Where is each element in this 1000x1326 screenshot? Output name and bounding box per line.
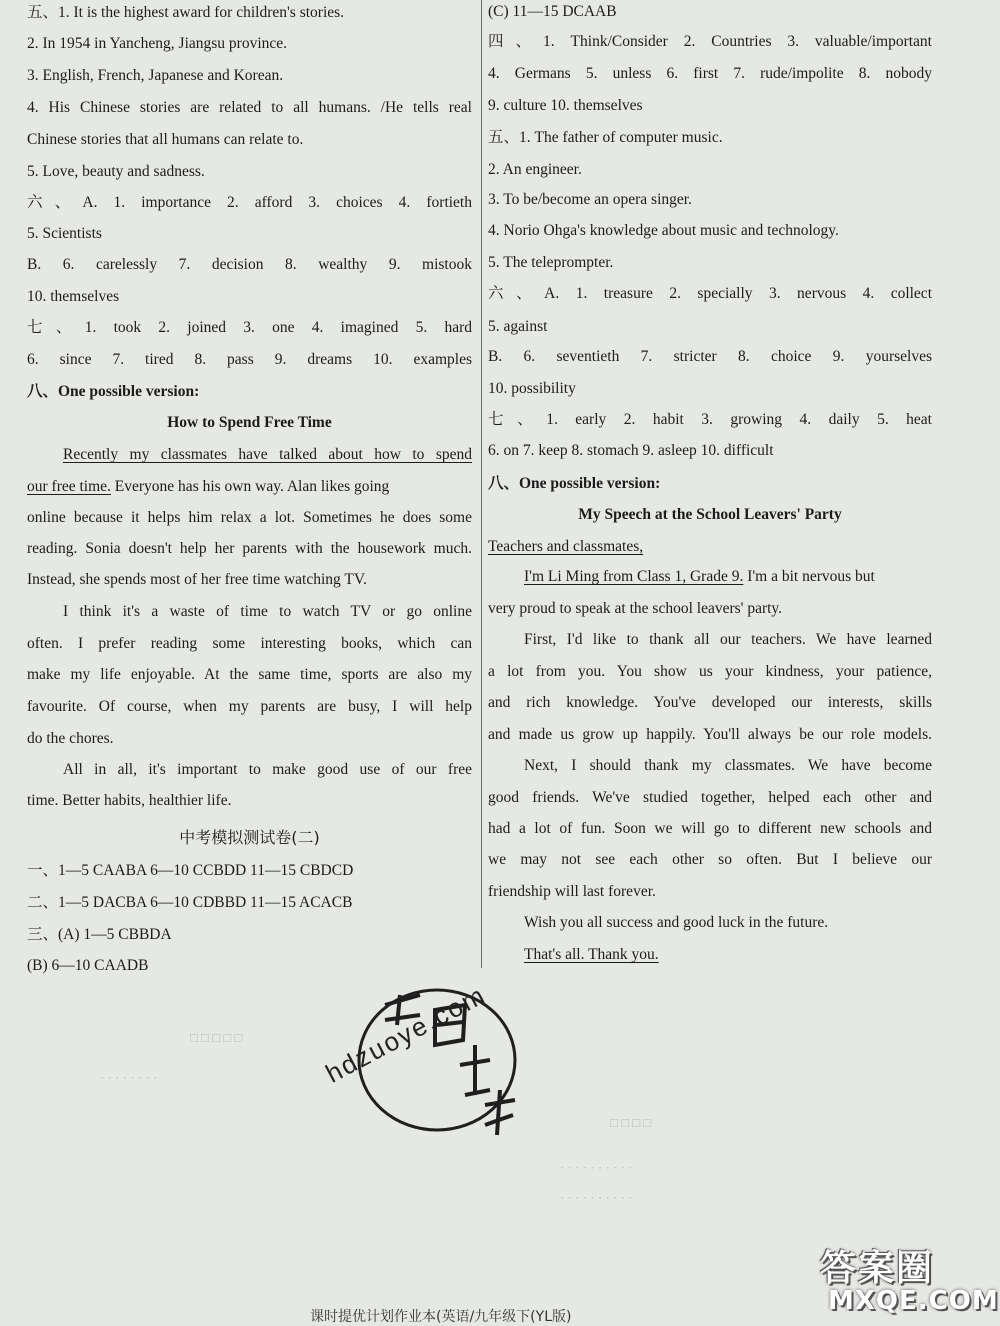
site-logo [820,1240,999,1320]
answer-line: 4. Norio Ohga's knowledge about music and technology. [488,222,839,239]
answer-line: 3. English, French, Japanese and Korean. [27,67,284,84]
answer-line: 五、1. The father of computer music. [488,129,723,146]
essay-line: often. I prefer reading some interesting books, which can [27,635,472,652]
essay-line: do the chores. [27,730,114,747]
answer-line: 六、A. 1. importance 2. afford 3. choices 4. fortieth [27,194,472,211]
essay-line: favourite. Of course, when my parents are busy, I will help [27,698,472,715]
speech-line [524,567,932,587]
speech-closing: That's all. Thank you. [524,946,659,963]
essay-line: online because it helps him relax a lot. Sometimes he does some [27,509,472,526]
speech-line [524,945,932,965]
answer-page: 五、1. It is the highest award for children's stories. 2. In 1954 in Yancheng, Jiangsu province. 3. English, French, Japanese and Korean. 4. His Chinese stories are related to all humans. /He tells real Chinese stories that all humans can relate to. 5. Love, beauty and sadness. 六、A. 1. importance 2. afford 3. choices 4. fortieth 5. Scientists B. 6. carelessly 7. decision 8. wealthy 9. mistook 10. themselves 七、1. took 2. joined 3. one 4. imagined 5. hard 6. since 7. tired 8. pass 9. dreams 10. examples 八、One possible version: How to Spend Free Time Recently my classmates have talked about how to spend our free time. Everyone has his own way. Alan likes going online because it helps him relax a lot. Sometimes he does some reading. Sonia doesn't help her parents with the housework much. Instead, she spends most of her free time watching TV. I think it's a waste of time to watch TV or go online often. I prefer reading some interesting books, which can make my life enjoyable. At the same time, sports are also my favourite. Of course, when my parents are busy, I will help do the chores. All in all, it's important to make good use of our free time. Better habits, healthier life. 中考模拟测试卷(二) 一、1—5 CAABA 6—10 CCBDD 11—15 CBDCD 二、1—5 DACBA 6—10 CDBBD 11—15 ACACB 三、(A) 1—5 CBBDA (B) 6—10 CAADB (C) 11—15 DCAAB 四、1. Think/Consider 2. Countries 3. valuable/important 4. Germans 5. unless 6. first 7. rude/impolite 8. nobody 9. culture 10. themselves 五、1. The father of computer music. 2. An engineer. 3. To be/become an opera singer. 4. Norio Ohga's knowledge about music and technology. 5. The teleprompter. 六、A. 1. treasure 2. specially 3. nervous 4. collect 5. against B. 6. seventieth 7. stricter 8. choice 9. yourselves 10. possibility 七、1. early 2. habit 3. growing 4. daily 5. heat 6. on 7. keep 8. stomach 9. asleep 10. difficult 八、One possible version: My Speech at the School Leavers' Party Teachers and classmates, I'm Li Ming from Class 1, Grade 9. I'm a bit nervous but very proud to speak at the school leavers' party. First, I'd like to thank all our teachers. We have learned a lot from you. You show us your kindness, your patience, and rich knowledge. You've developed our interests, skills and made us grow up happily. You'll always be our role models. Next, I should thank my classmates. We have become good friends. We've studied together, helped each other and had a lot of fun. Soon we will go to different new schools and we may not see each other so often. But I believe our friendship will last forever. Wish you all success and good luck in the future. That's all. Thank you. □ □ □ □ □ · · · · · · · · □ □ □ □ · · · · · · · · · · · · · · · · · · · · hdzuoye.com 课时提优计划作业本(英语/九年级下(YL版) 答案圈 MXQE.COM [0,0,1000,1326]
essay-line: I think it's a waste of time to watch TV or go online [63,603,472,620]
speech-line: very proud to speak at the school leavers' party. [488,600,783,617]
speech-line: we may not see each other so often. But I believe our [488,851,932,868]
logo-chinese: 答案圈 [820,1248,935,1289]
speech-text: I'm a bit nervous but [743,568,875,585]
answer-line: (C) 11—15 DCAAB [488,3,617,20]
speech-line: a lot from you. You show us your kindness, your patience, [488,663,932,680]
speech-line [488,537,932,557]
logo-url: MXQE.COM [828,1286,999,1316]
answer-line: 5. Love, beauty and sadness. [27,163,205,180]
answer-line: B. 6. carelessly 7. decision 8. wealthy 9. mistook [27,256,472,273]
answer-line: 5. against [488,318,548,335]
essay-line: All in all, it's important to make good use of our free [63,761,472,778]
answer-line: 七、1. early 2. habit 3. growing 4. daily 5. heat [488,411,932,428]
speech-line: had a lot of fun. Soon we will go to different new schools and [488,820,932,837]
answer-line: 六、A. 1. treasure 2. specially 3. nervous 4. collect [488,285,932,302]
answer-line: 6. on 7. keep 8. stomach 9. asleep 10. difficult [488,442,774,459]
answer-line: 6. since 7. tired 8. pass 9. dreams 10. examples [27,351,472,368]
speech-line: Next, I should thank my classmates. We have become [524,757,932,774]
answer-line: 2. In 1954 in Yancheng, Jiangsu province. [27,35,288,52]
page-footer: 课时提优计划作业本(英语/九年级下(YL版) [310,1309,572,1325]
speech-greeting: Teachers and classmates, [488,538,644,555]
answer-line: Chinese stories that all humans can relate to. [27,131,304,148]
essay-line: Instead, she spends most of her free time watching TV. [27,571,367,588]
speech-line: friendship will last forever. [488,883,656,900]
speech-title: My Speech at the School Leavers' Party [578,506,842,523]
answer-line: 五、1. It is the highest award for children's stories. [27,4,345,21]
essay-title: How to Spend Free Time [167,414,332,431]
speech-line: and made us grow up happily. You'll always be our role models. [488,726,932,743]
speech-line: First, I'd like to thank all our teachers. We have learned [524,631,932,648]
answer-line: 2. An engineer. [488,161,582,178]
test-title: 中考模拟测试卷(二) [179,828,320,847]
answer-line: 七、1. took 2. joined 3. one 4. imagined 5. hard [27,319,472,336]
speech-underline: I'm Li Ming from Class 1, Grade 9. [524,568,744,585]
answer-line: 10. themselves [27,288,120,305]
answer-line: 四、1. Think/Consider 2. Countries 3. valuable/important [488,33,932,50]
answer-line: (B) 6—10 CAADB [27,957,149,974]
essay-underline: our free time. [27,478,111,495]
answer-line: 9. culture 10. themselves [488,97,643,114]
answer-line: 3. To be/become an opera singer. [488,191,692,208]
essay-line: Recently my classmates have talked about how to spend [63,446,472,463]
answer-line: 二、1—5 DACBA 6—10 CDBBD 11—15 ACACB [27,894,353,911]
answer-line: B. 6. seventieth 7. stricter 8. choice 9. yourselves [488,348,932,365]
answer-line: 5. The teleprompter. [488,254,614,271]
answer-line: 5. Scientists [27,225,102,242]
essay-text: Everyone has his own way. Alan likes going [110,478,390,495]
answer-line: 4. Germans 5. unless 6. first 7. rude/impolite 8. nobody [488,65,932,82]
column-divider [481,0,482,968]
speech-line: good friends. We've studied together, helped each other and [488,789,932,806]
speech-line: Wish you all success and good luck in the future. [524,914,829,931]
essay-line: reading. Sonia doesn't help her parents with the housework much. [27,540,472,557]
answer-line: 10. possibility [488,380,576,397]
speech-line: and rich knowledge. You've developed our interests, skills [488,694,932,711]
essay-line: time. Better habits, healthier life. [27,792,232,809]
essay-line [27,477,472,497]
answer-line: 一、1—5 CAABA 6—10 CCBDD 11—15 CBDCD [27,862,354,879]
answer-line: 4. His Chinese stories are related to all humans. /He tells real [27,99,472,116]
answer-line: 三、(A) 1—5 CBBDA [27,926,172,943]
section-heading: 八、One possible version: [27,383,200,400]
essay-line: make my life enjoyable. At the same time, sports are also my [27,666,472,683]
watermark-url: hdzuoye.com [320,979,491,1089]
section-heading: 八、One possible version: [488,475,661,492]
